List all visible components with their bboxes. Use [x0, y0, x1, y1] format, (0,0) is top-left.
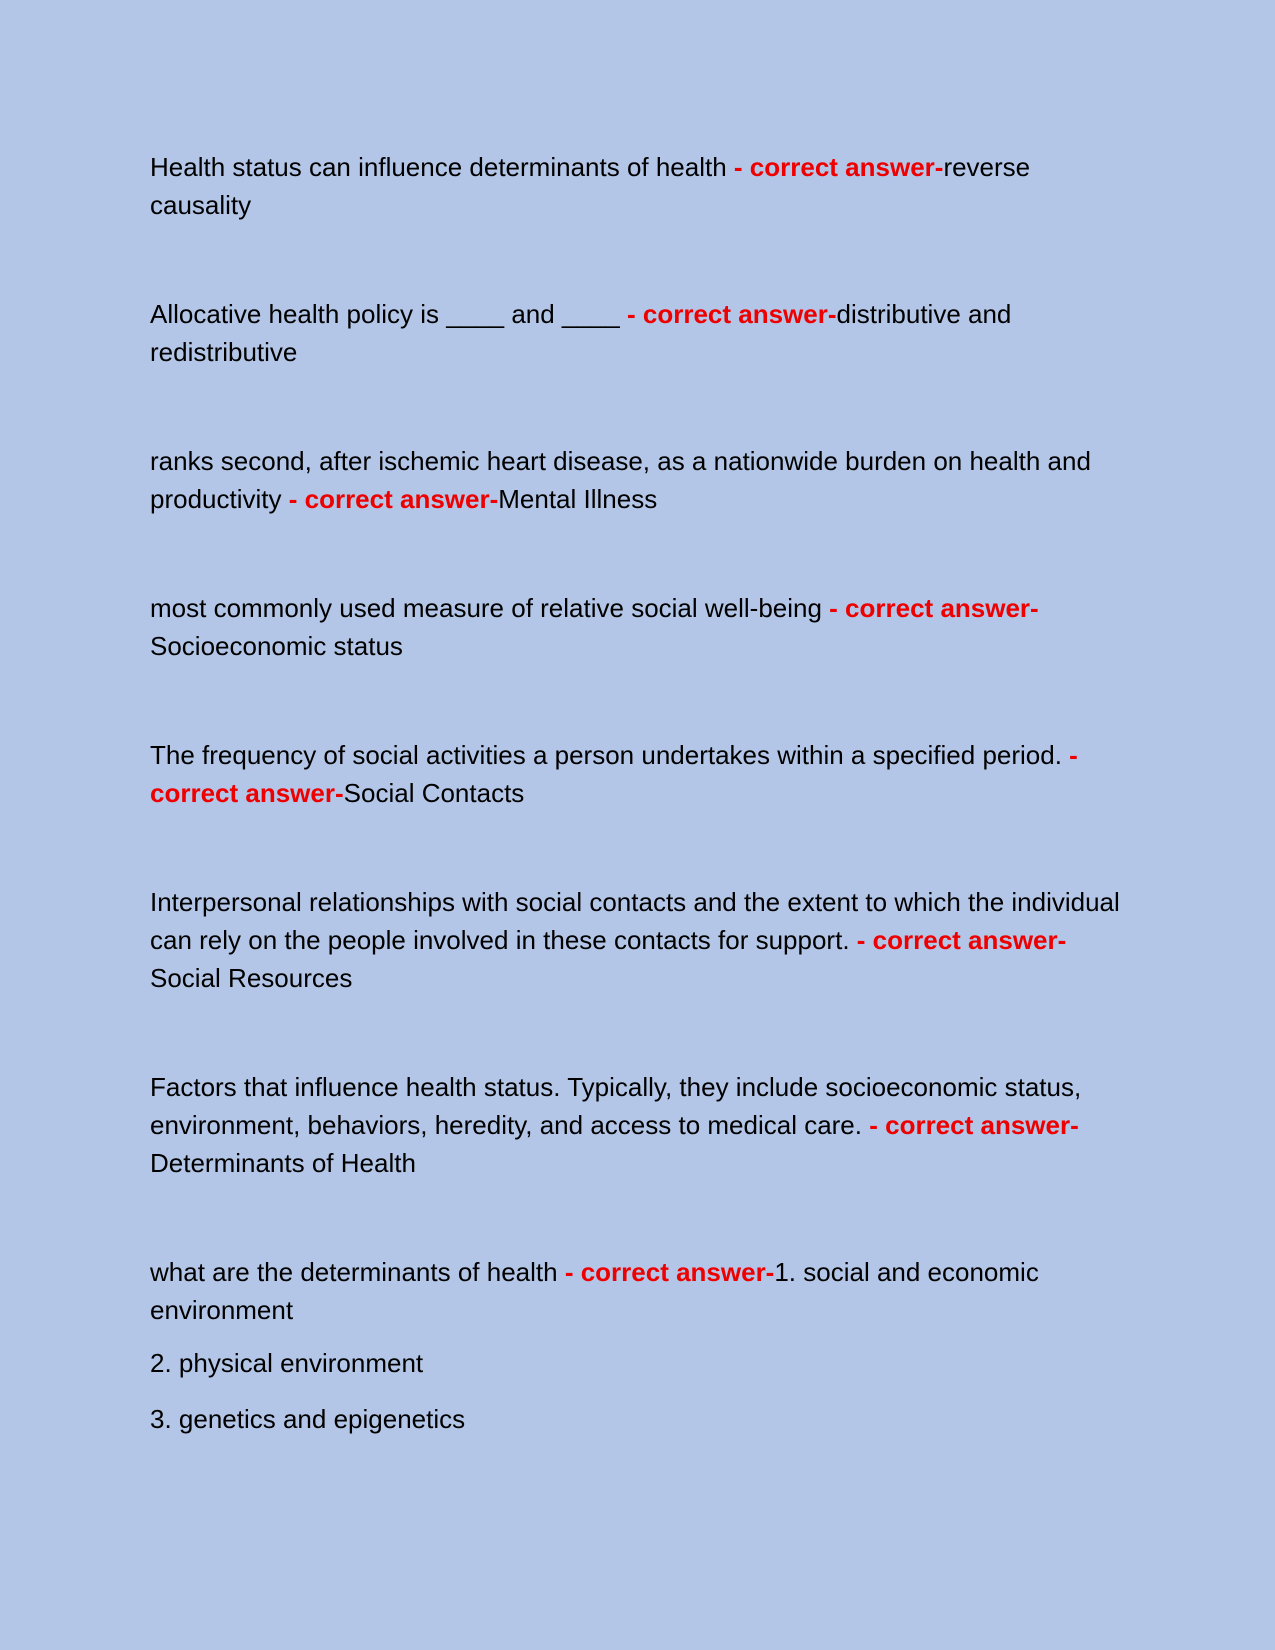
qa-item-8: [150, 1253, 1130, 1329]
continuation-line-1: 2. physical environment: [150, 1348, 424, 1378]
qa-item-5: [150, 736, 1130, 812]
question-text: Interpersonal relationships with social contacts and the extent to which the individual can rely on the people involved in these contacts for support.: [150, 887, 1120, 955]
correct-answer-marker: - correct answer-: [619, 299, 837, 329]
answer-text: distributive and redistributive: [150, 299, 1012, 367]
answer-text: reverse causality: [150, 152, 1031, 220]
question-text: Factors that influence health status. Typically, they include socioeconomic status, environment, behaviors, heredity, and access to medical care.: [150, 1072, 1082, 1140]
correct-answer-marker: - correct answer-: [862, 1110, 1079, 1140]
correct-answer-marker: - correct answer-: [281, 484, 499, 514]
question-text: Allocative health policy is ____ and ____: [150, 299, 620, 329]
answer-text: 1. social and economic environment: [150, 1257, 1039, 1325]
qa-item-4: [150, 589, 1130, 665]
question-text: ranks second, after ischemic heart disease, as a nationwide burden on health and productivity: [150, 446, 1091, 514]
correct-answer-marker: - correct answer-: [557, 1257, 775, 1287]
correct-answer-marker: - correct answer-: [726, 152, 944, 182]
answer-text: Social Contacts: [343, 778, 525, 808]
question-text: Health status can influence determinants of health: [150, 152, 727, 182]
answer-text: Socioeconomic status: [150, 631, 403, 661]
answer-text: Social Resources: [150, 963, 353, 993]
correct-answer-marker: - correct answer-: [150, 740, 1078, 808]
qa-item-7: [150, 1068, 1130, 1182]
question-text: most commonly used measure of relative social well-being: [150, 593, 822, 623]
correct-answer-marker: - correct answer-: [821, 593, 1039, 623]
answer-text: Mental Illness: [498, 484, 658, 514]
answer-text: Determinants of Health: [150, 1148, 416, 1178]
correct-answer-marker: - correct answer-: [849, 925, 1067, 955]
qa-item-1: [150, 148, 1130, 224]
qa-item-6: [150, 883, 1130, 997]
question-text: what are the determinants of health: [150, 1257, 558, 1287]
continuation-line-2: 3. genetics and epigenetics: [150, 1404, 466, 1434]
question-text: The frequency of social activities a person undertakes within a specified period.: [150, 740, 1062, 770]
qa-item-2: [150, 295, 1130, 371]
document-page: [150, 148, 1130, 1456]
qa-item-3: [150, 442, 1130, 518]
